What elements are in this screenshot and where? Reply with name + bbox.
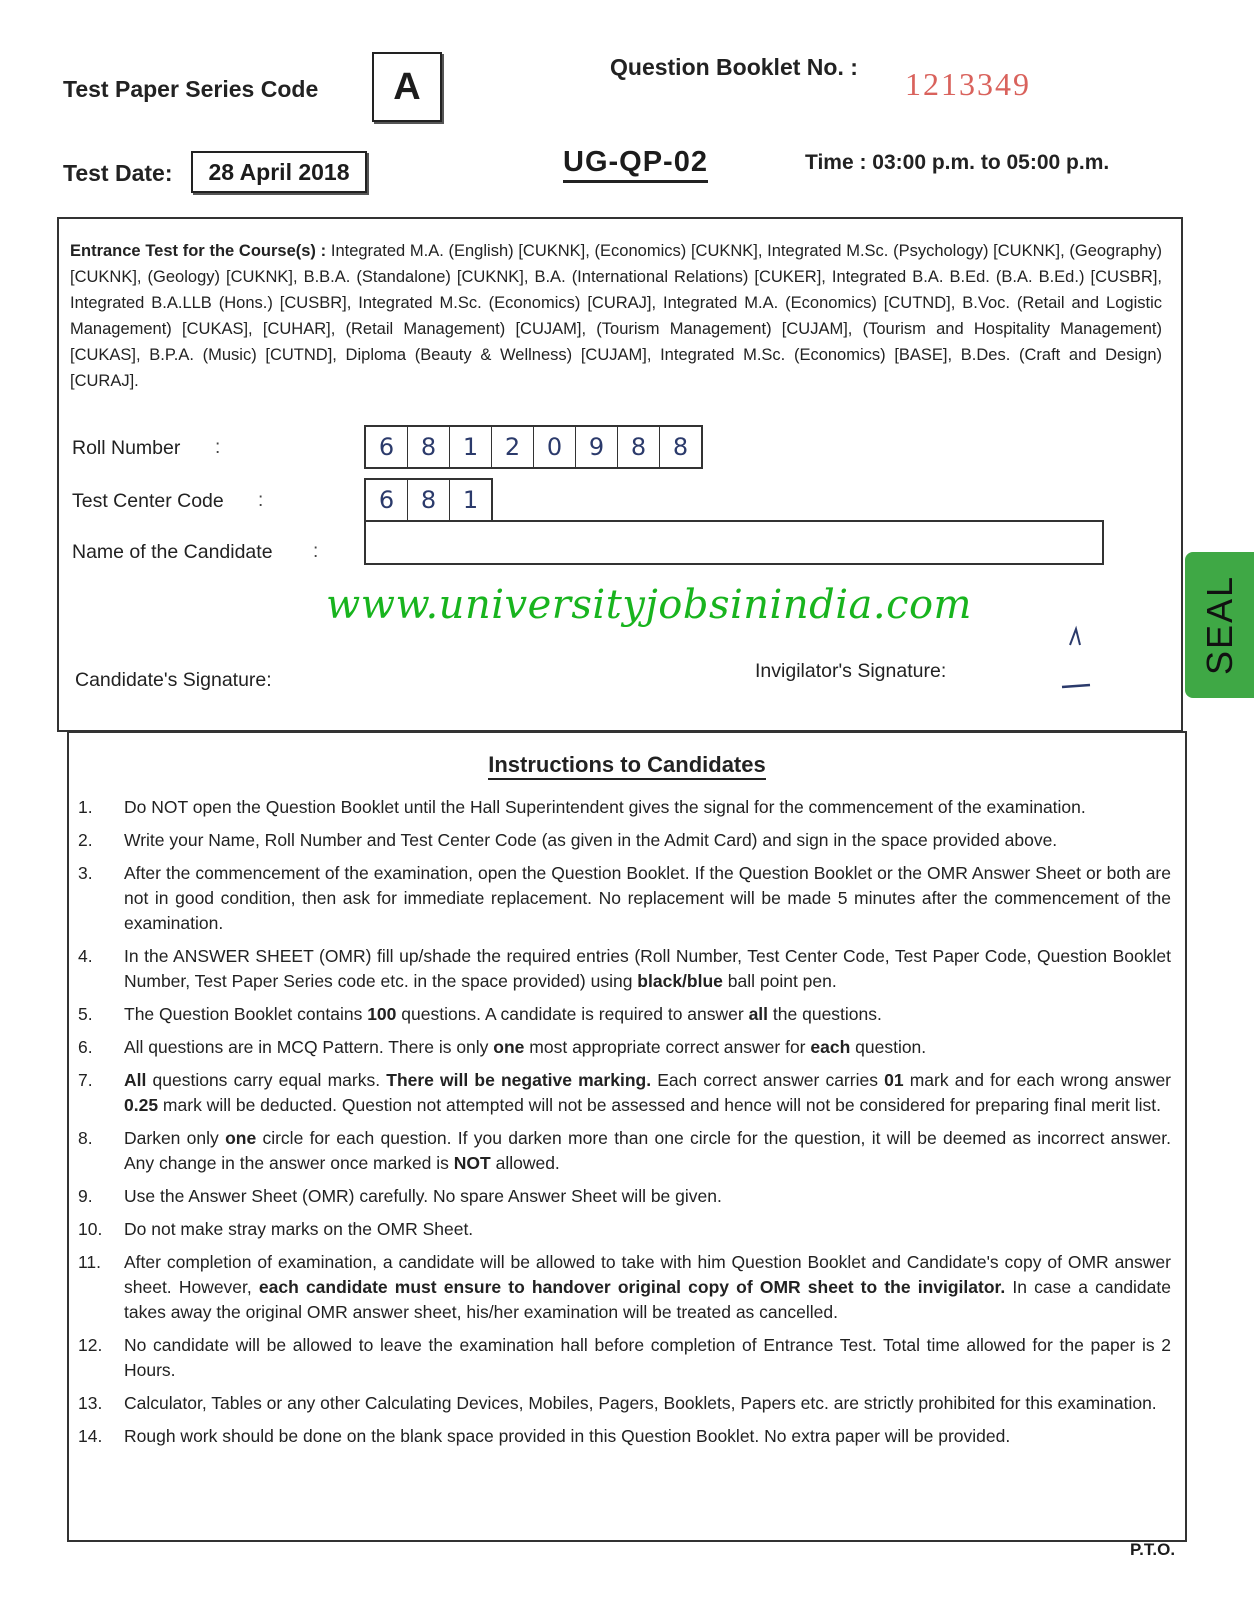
test-center-colon: : (258, 490, 264, 511)
website-watermark: www.universityjobsinindia.com (326, 582, 972, 628)
instruction-emphasis: 01 (884, 1070, 904, 1090)
instruction-item (78, 795, 1171, 820)
test-center-digit: 1 (462, 486, 479, 514)
instruction-number: 7. (78, 1070, 93, 1090)
instruction-fragment: After completion of examination, a candidate will be allowed to take with him Question Booklet and Candidate's copy of OMR answer sheet. However, (124, 1252, 1171, 1297)
roll-number-cells[interactable] (364, 425, 703, 469)
series-code-label: Test Paper Series Code (63, 76, 319, 102)
instructions-list (78, 795, 1171, 1457)
invigilator-signature-label: Invigilator's Signature: (755, 660, 947, 682)
instruction-emphasis: NOT (453, 1153, 491, 1173)
instruction-emphasis: black/blue (637, 971, 723, 991)
instruction-fragment: Rough work should be done on the blank space provided in this Question Booklet. No extra paper will be provided. (124, 1426, 1011, 1446)
instructions-title (0, 752, 1254, 778)
instruction-fragment: allowed. (490, 1153, 560, 1173)
instruction-fragment: questions carry equal marks. (146, 1070, 387, 1090)
instruction-emphasis: 100 (367, 1004, 397, 1024)
instruction-number: 3. (78, 863, 93, 883)
instruction-number: 9. (78, 1186, 93, 1206)
instruction-fragment: The Question Booklet contains (124, 1004, 368, 1024)
instruction-emphasis: All (124, 1070, 147, 1090)
instruction-number: 6. (78, 1037, 93, 1057)
instruction-number: 1. (78, 797, 93, 817)
instruction-text (124, 1250, 1171, 1325)
instruction-item (78, 1035, 1171, 1060)
test-center-cells[interactable] (364, 478, 493, 522)
instruction-fragment: Each correct answer carries (651, 1070, 885, 1090)
test-date-label: Test Date: (63, 160, 173, 186)
instruction-emphasis: 0.25 (124, 1095, 159, 1115)
candidate-name-colon: : (313, 541, 319, 562)
instruction-fragment: Do NOT open the Question Booklet until the Hall Superintendent gives the signal for the commencement of the examination. (124, 797, 1086, 817)
instruction-text (124, 1333, 1171, 1383)
instruction-fragment: question. (850, 1037, 927, 1057)
instruction-emphasis: each candidate must ensure to handover original copy of OMR sheet to the invigilator. (258, 1277, 1006, 1297)
instruction-emphasis: each (810, 1037, 851, 1057)
instruction-text (124, 1217, 1171, 1242)
paper-code: UG-QP-02 (563, 146, 708, 183)
roll-number-digit: 6 (366, 427, 408, 467)
test-center-digit: 8 (408, 480, 450, 520)
series-code-box: A (372, 52, 442, 122)
instruction-item (78, 1391, 1171, 1416)
roll-number-digit: 1 (450, 427, 492, 467)
instruction-text (124, 1391, 1171, 1416)
instruction-item (78, 1002, 1171, 1027)
instruction-number: 13. (78, 1393, 103, 1413)
seal-tab (1185, 552, 1254, 698)
instruction-item (78, 861, 1171, 936)
candidate-name-field[interactable] (364, 520, 1104, 565)
instruction-text (124, 1035, 1171, 1060)
instruction-fragment: All questions are in MCQ Pattern. There is only (124, 1037, 494, 1057)
instruction-number: 5. (78, 1004, 93, 1024)
booklet-number-label: Question Booklet No. : (610, 54, 858, 80)
instruction-text (124, 1068, 1171, 1118)
instruction-text (124, 1126, 1171, 1176)
instruction-text (124, 1424, 1171, 1449)
instruction-number: 2. (78, 830, 93, 850)
roll-number-digit: 8 (672, 433, 689, 461)
instruction-emphasis: There will be negative marking. (386, 1070, 652, 1090)
instruction-fragment: mark will be deducted. Question not attempted will not be assessed and hence will not be considered for preparing final merit list. (158, 1095, 1161, 1115)
instruction-item (78, 1184, 1171, 1209)
instruction-fragment: After the commencement of the examination, open the Question Booklet. If the Question Booklet or the OMR Answer Sheet or both are not in good condition, then ask for immediate replacement. No replacement will be made 5 minutes after the commencement of the examination. (124, 863, 1171, 933)
instruction-emphasis: one (493, 1037, 525, 1057)
test-center-label: Test Center Code (72, 490, 224, 512)
instruction-fragment: In case a candidate takes away the original OMR answer sheet, his/her examination will be treated as cancelled. (124, 1277, 1171, 1322)
roll-number-digit: 2 (492, 427, 534, 467)
instruction-number: 4. (78, 946, 93, 966)
instruction-fragment: Use the Answer Sheet (OMR) carefully. No spare Answer Sheet will be given. (124, 1186, 722, 1206)
instruction-fragment: questions. A candidate is required to answer (396, 1004, 749, 1024)
invigilator-signature-mark (1020, 625, 1100, 695)
instruction-fragment: No candidate will be allowed to leave the examination hall before completion of Entrance Test. Total time allowed for the paper is 2 Hours. (124, 1335, 1171, 1380)
exam-time: Time : 03:00 p.m. to 05:00 p.m. (805, 151, 1110, 174)
instruction-text (124, 795, 1171, 820)
instruction-emphasis: one (225, 1128, 257, 1148)
instruction-number: 8. (78, 1128, 93, 1148)
instruction-item (78, 1424, 1171, 1449)
instruction-fragment: circle for each question. If you darken more than one circle for the question, it will be deemed as incorrect answer. Any change in the answer once marked is (124, 1128, 1171, 1173)
instruction-fragment: mark and for each wrong answer (903, 1070, 1171, 1090)
instruction-emphasis: all (748, 1004, 769, 1024)
instruction-number: 12. (78, 1335, 103, 1355)
test-date-value: 28 April 2018 (191, 151, 367, 193)
instruction-fragment: Darken only (124, 1128, 226, 1148)
pto-label: P.T.O. (1130, 1540, 1176, 1559)
course-list-prefix: Entrance Test for the Course(s) : (70, 242, 327, 260)
instruction-item (78, 1333, 1171, 1383)
test-center-digit: 6 (366, 480, 408, 520)
instruction-text (124, 944, 1171, 994)
roll-number-digit: 0 (534, 427, 576, 467)
instruction-fragment: In the ANSWER SHEET (OMR) fill up/shade the required entries (Roll Number, Test Center Code, Test Paper Code, Question Booklet Number, Test Paper Series code etc. in the space provided) using (124, 946, 1171, 991)
roll-number-label: Roll Number (72, 437, 181, 459)
instruction-fragment: Calculator, Tables or any other Calculating Devices, Mobiles, Pagers, Booklets, Papers etc. are strictly prohibited for this examination. (124, 1393, 1157, 1413)
instruction-fragment: Do not make stray marks on the OMR Sheet. (124, 1219, 474, 1239)
instruction-item (78, 828, 1171, 853)
course-list-text: Integrated M.A. (English) [CUKNK], (Economics) [CUKNK], Integrated M.Sc. (Psychology) [CUKNK], (Geography) [CUKNK], (Geology) [CUKNK], B.B.A. (Standalone) [CUKNK], B.A. (International Relations) [CUKER], Integrated B.A. B.Ed. (B.A. B.Ed.) [CUSBR], Integrated B.A.LLB (Hons.) [CUSBR], Integrated M.Sc. (Economics) [CURAJ], Integrated M.A. (Economics) [CUTND], B.Voc. (Retail and Logistic Management) [CUKAS], [CUHAR], (Retail Management) [CUJAM], (Tourism Management) [CUJAM], (Tourism and Hospitality Management) [CUKAS], B.P.A. (Music) [CUTND], Diploma (Beauty & Wellness) [CUJAM], Integrated M.Sc. (Economics) [BASE], B.Des. (Craft and Design) [CURAJ]. (70, 242, 1163, 390)
instruction-number: 11. (78, 1252, 102, 1272)
seal-label: SEAL (1198, 574, 1240, 676)
instruction-text (124, 1184, 1171, 1209)
instruction-fragment: the questions. (768, 1004, 882, 1024)
instruction-number: 10. (78, 1219, 103, 1239)
roll-number-digit: 8 (408, 427, 450, 467)
candidate-name-label: Name of the Candidate (72, 541, 273, 563)
booklet-number-value: 1213349 (905, 66, 1031, 102)
candidate-signature-label: Candidate's Signature: (75, 669, 272, 691)
instruction-fragment: most appropriate correct answer for (524, 1037, 811, 1057)
instruction-item (78, 1250, 1171, 1325)
roll-number-colon: : (215, 437, 221, 458)
instruction-text (124, 1002, 1171, 1027)
instruction-fragment: Write your Name, Roll Number and Test Center Code (as given in the Admit Card) and sign in the space provided above. (124, 830, 1058, 850)
instructions-title-text: Instructions to Candidates (488, 752, 765, 780)
roll-number-digit: 8 (618, 427, 660, 467)
course-list (70, 238, 1162, 394)
roll-number-digit: 9 (576, 427, 618, 467)
instruction-number: 14. (78, 1426, 103, 1446)
instruction-item (78, 944, 1171, 994)
instruction-item (78, 1126, 1171, 1176)
instruction-text (124, 828, 1171, 853)
instruction-fragment: ball point pen. (722, 971, 837, 991)
instruction-text (124, 861, 1171, 936)
instruction-item (78, 1217, 1171, 1242)
instruction-item (78, 1068, 1171, 1118)
